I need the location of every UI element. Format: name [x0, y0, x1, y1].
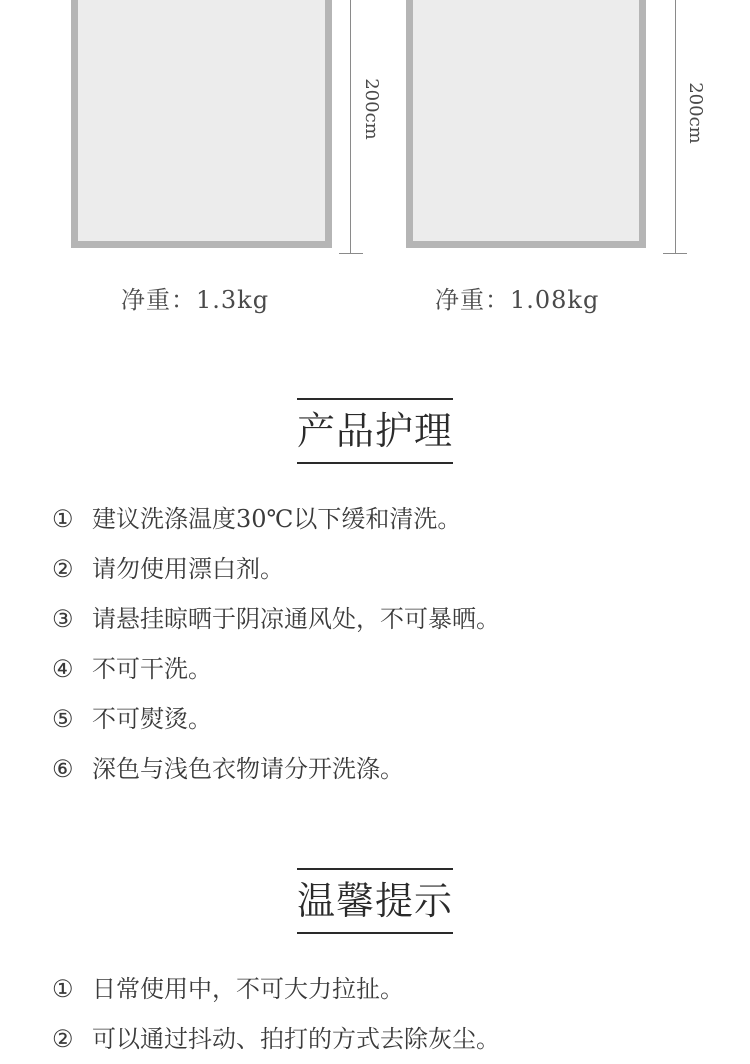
dimension-label-right: 200cm	[685, 82, 706, 144]
list-item	[52, 594, 500, 644]
dimension-tick-left	[339, 253, 363, 254]
item-number: ②	[52, 1025, 74, 1053]
item-text: 深色与浅色衣物请分开洗涤。	[92, 755, 404, 783]
list-item	[52, 494, 500, 544]
item-number: ①	[52, 975, 74, 1003]
list-item	[52, 544, 500, 594]
product-diagram-right	[406, 0, 646, 248]
dimension-line-right	[675, 0, 676, 253]
item-text: 不可干洗。	[92, 655, 212, 683]
list-item	[52, 744, 500, 794]
list-item	[52, 694, 500, 744]
item-text: 建议洗涤温度30℃以下缓和清洗。	[92, 505, 462, 533]
list-item	[52, 1014, 500, 1064]
care-section-heading	[0, 398, 750, 464]
product-diagram-left	[71, 0, 332, 248]
item-number: ④	[52, 655, 74, 683]
tips-section-heading	[0, 868, 750, 934]
item-text: 日常使用中，不可大力拉扯。	[92, 975, 404, 1003]
item-text: 可以通过抖动、拍打的方式去除灰尘。	[92, 1025, 500, 1053]
list-item	[52, 644, 500, 694]
item-number: ③	[52, 605, 74, 633]
item-text: 不可熨烫。	[92, 705, 212, 733]
care-instructions-list	[52, 494, 500, 794]
item-text: 请悬挂晾晒于阴凉通风处，不可暴晒。	[92, 605, 500, 633]
care-section-title: 产品护理	[297, 398, 453, 464]
dimension-tick-right	[663, 253, 687, 254]
tips-list	[52, 964, 500, 1064]
item-number: ⑥	[52, 755, 74, 783]
item-number: ⑤	[52, 705, 74, 733]
item-number: ②	[52, 555, 74, 583]
dimension-line-left	[350, 0, 351, 253]
dimension-label-left: 200cm	[361, 78, 382, 140]
list-item	[52, 964, 500, 1014]
weight-label-left: 净重：1.3kg	[121, 286, 270, 314]
tips-section-title: 温馨提示	[297, 868, 453, 934]
item-text: 请勿使用漂白剂。	[92, 555, 284, 583]
item-number: ①	[52, 505, 74, 533]
weight-label-right: 净重：1.08kg	[435, 286, 600, 314]
